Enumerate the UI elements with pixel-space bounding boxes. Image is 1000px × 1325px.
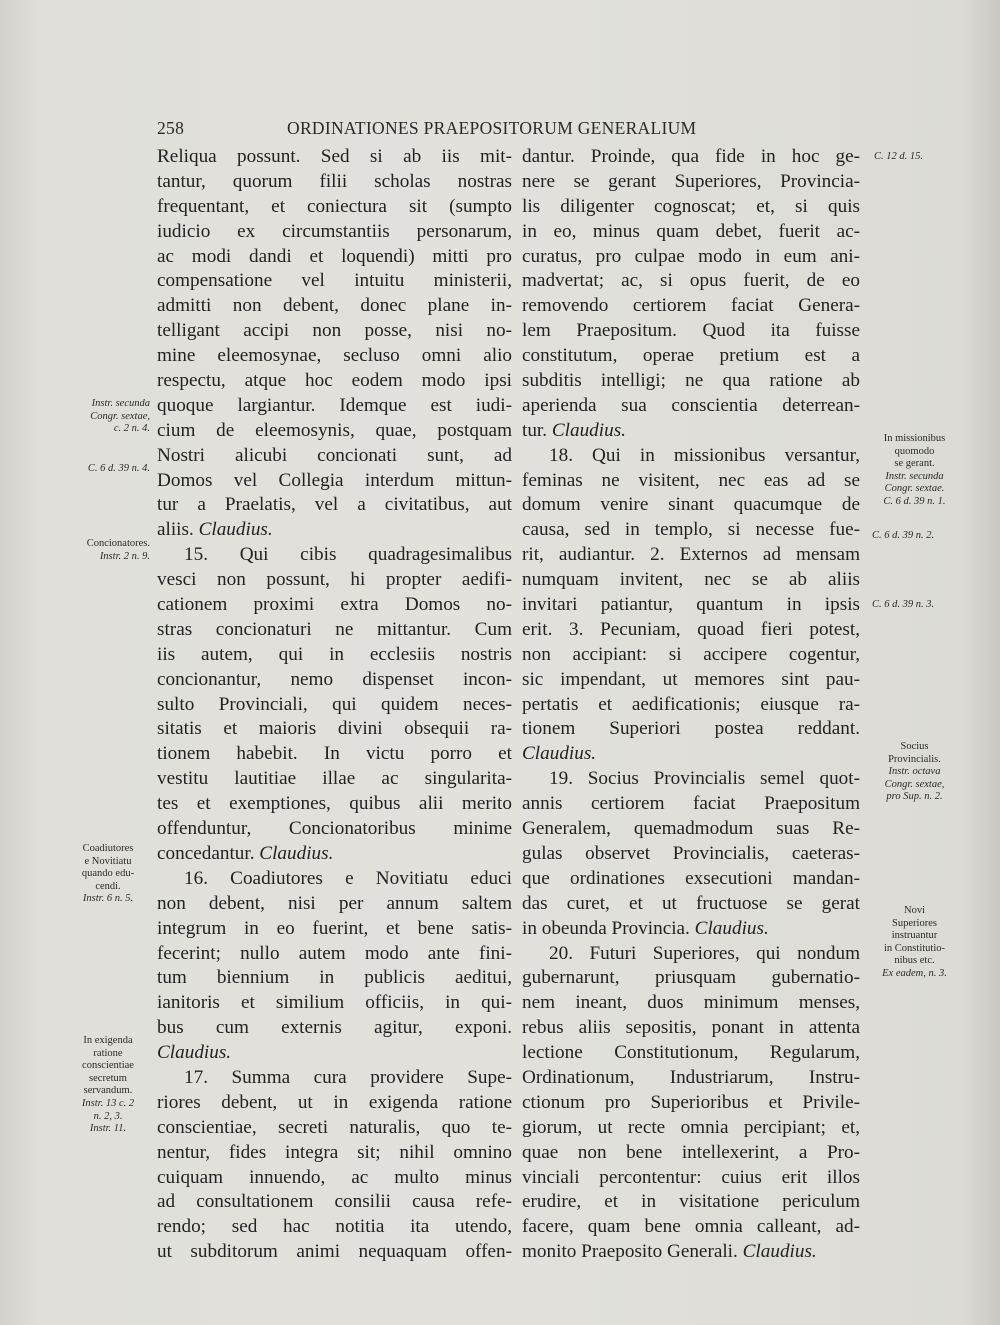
margin-note-line: instruantur <box>891 930 938 942</box>
text-line: facere, quam bene omnia calleant, ad- <box>522 1216 860 1238</box>
margin-note-line: conscientiae <box>82 1060 134 1072</box>
text-line: vesci non possunt, hi propter aedifi- <box>157 569 512 591</box>
margin-note-line: Congr. sextae, <box>884 778 945 790</box>
text-line: rendo; sed hac notitia ita utendo, <box>157 1216 512 1238</box>
text-line: cuiquam innuendo, ac multo minus <box>157 1166 512 1188</box>
margin-note-line: Coadiutores <box>82 843 134 854</box>
text-line: bus cum externis agitur, exponi. <box>157 1017 512 1039</box>
text-line: madvertat; ac, si opus fuerit, de eo <box>522 270 860 292</box>
text-line: 18. Qui in missionibus versantur, <box>549 444 860 466</box>
margin-note-line: C. 6 d. 39 n. 2. <box>872 530 935 541</box>
page-number: 258 <box>157 118 185 138</box>
text-line: numquam invitent, nec se ab aliis <box>522 569 860 591</box>
margin-note-line: Ex eadem, n. 3. <box>882 967 947 979</box>
text-line: pertatis et aedificationis; eiusque ra- <box>522 693 860 715</box>
margin-note <box>872 530 934 543</box>
text-line: tes et exemptiones, quibus alii merito <box>157 793 512 815</box>
text-line: nem ineant, duos minimum menses, <box>522 992 860 1014</box>
margin-note <box>862 741 967 804</box>
text-line: tionem habebit. In victu porro et <box>157 743 512 765</box>
text-line: Ordinationum, Industriarum, Instru- <box>522 1066 860 1088</box>
text-line: integrum in eo fuerint, et bene satis- <box>157 917 512 939</box>
text-line: tur. Claudius. <box>522 419 626 441</box>
text-line: stras concionaturi ne mittantur. Cum <box>157 618 512 640</box>
margin-note-line: nibus etc. <box>894 955 935 967</box>
text-line: non debent, nisi per annum saltem <box>157 892 512 914</box>
text-line: tionem Superiori postea reddant. <box>522 718 860 740</box>
text-line: frequentant, et coniectura sit (sumpto <box>157 195 512 217</box>
margin-note-line: Instr. secunda <box>91 398 150 409</box>
margin-note-line: C. 6 d. 39 n. 1. <box>883 495 946 507</box>
margin-note <box>90 398 150 436</box>
margin-note-line: in Constitutio- <box>884 942 945 954</box>
text-line: Reliqua possunt. Sed si ab iis mit- <box>157 146 512 167</box>
margin-note-line: Instr. 2 n. 9. <box>99 550 150 562</box>
text-line: constitutum, operae pretium est a <box>522 345 860 367</box>
margin-note-line: Instr. secunda <box>885 470 944 482</box>
text-line: tum biennium in publicis aeditui, <box>157 967 512 989</box>
text-line: quae non bene intellexerint, a Pro- <box>522 1141 860 1163</box>
margin-note <box>60 843 156 906</box>
text-line: domum venire sinant quacumque de <box>522 494 860 516</box>
text-line: vestitu lautitiae illae ac singularita- <box>157 768 512 790</box>
text-line: nentur, fides integra sit; nihil omnino <box>157 1141 512 1163</box>
text-line: vinciali percontentur: cuius erit illos <box>522 1166 860 1188</box>
text-line: que ordinationes exsecutioni mandan- <box>522 867 860 889</box>
text-line: causa, sed in templo, si necesse fue- <box>522 519 860 541</box>
text-line: ut subditorum animi nequaquam offen- <box>157 1241 512 1263</box>
text-line: removendo certiorem faciat Genera- <box>522 295 860 317</box>
text-line: subditis intelligi; ne qua ratione ab <box>522 370 860 392</box>
margin-note-line: Socius <box>900 741 929 752</box>
text-line: 15. Qui cibis quadragesimalibus <box>184 544 512 566</box>
text-line: gubernarunt, priusquam gubernatio- <box>522 967 860 989</box>
margin-note-line: In missionibus <box>883 433 946 444</box>
margin-note-line: se gerant. <box>894 458 935 470</box>
margin-note <box>862 433 967 509</box>
text-line: admitti non debent, donec plane in- <box>157 295 512 317</box>
text-line: Nostri alicubi concionati sunt, ad <box>157 444 512 466</box>
text-line: iudicio ex circumstantiis personarum, <box>157 220 512 242</box>
text-line: annis certiorem faciat Praepositum <box>522 793 860 815</box>
text-line: Generalem, quemadmodum suas Re- <box>522 818 860 840</box>
margin-note-line: c. 2 n. 4. <box>113 423 150 435</box>
text-line: sulto Provinciali, qui quidem neces- <box>157 693 512 715</box>
margin-note-line: Congr. sextae, <box>90 410 150 422</box>
margin-note-line: Novi <box>904 905 925 916</box>
margin-note-line: Congr. sextae. <box>884 483 945 495</box>
margin-note-line: Superiores <box>892 917 937 929</box>
text-line: non accipiant: si accipere cogentur, <box>522 643 860 665</box>
text-line: dantur. Proinde, qua fide in hoc ge- <box>522 146 860 167</box>
margin-note-line: pro Sup. n. 2. <box>886 791 943 803</box>
margin-note <box>60 1035 156 1136</box>
text-line: conscientiae, secreti naturalis, quo te- <box>157 1116 512 1138</box>
text-line: aliis. Claudius. <box>157 519 273 541</box>
margin-note <box>88 463 150 476</box>
margin-note-line: ratione <box>93 1047 123 1059</box>
margin-note <box>87 538 150 563</box>
text-line: iis autem, qui in ecclesiis nostris <box>157 643 512 665</box>
text-line: in eo, minus quam debet, fuerit ac- <box>522 220 860 242</box>
text-line: Claudius. <box>157 1042 232 1064</box>
margin-note-line: C. 6 d. 39 n. 3. <box>872 599 935 610</box>
margin-note <box>872 599 934 612</box>
running-title: ORDINATIONES PRAEPOSITORUM GENERALIUM <box>287 118 697 138</box>
text-line: fecerint; nullo autem modo ante fini- <box>157 942 512 964</box>
text-line: tur a Praelatis, vel a civitatibus, aut <box>157 494 512 516</box>
margin-note-line: In exigenda <box>83 1035 133 1046</box>
text-line: Domos vel Collegia interdum mittun- <box>157 469 512 491</box>
text-line: mine eleemosynae, secluso omni alio <box>157 345 512 367</box>
text-line: ctionum pro Superioribus et Privile- <box>522 1091 860 1113</box>
text-line: erit. 3. Pecuniam, quoad fieri potest, <box>522 618 860 640</box>
margin-note <box>874 151 923 164</box>
text-line: sic impendant, ut memores sint pau- <box>522 668 860 690</box>
text-line: riores debent, ut in exigenda ratione <box>157 1091 512 1113</box>
margin-note-line: cendi. <box>95 880 121 892</box>
margin-note-line: Instr. 13 c. 2 <box>81 1097 135 1109</box>
text-line: in obeunda Provincia. Claudius. <box>522 917 769 939</box>
margin-note-line: n. 2, 3. <box>93 1110 123 1122</box>
text-line: gulas observet Provincialis, caeteras- <box>522 842 860 864</box>
text-line: 20. Futuri Superiores, qui nondum <box>549 942 860 964</box>
text-line: ianitoris et similium officiis, in qui- <box>157 992 512 1014</box>
margin-note-line: quando edu- <box>81 868 135 880</box>
text-line: ac modi dandi et loquendi) mitti pro <box>157 245 512 267</box>
text-line: giorum, ut recte omnia percipiant; et, <box>522 1116 860 1138</box>
text-line: das curet, et ut fructuose se gerat <box>522 892 860 914</box>
text-line: sitatis et maioris divini obsequii ra- <box>157 718 512 740</box>
margin-note-line: secretum <box>89 1072 127 1084</box>
text-line: concionantur, nemo dispenset incon- <box>157 668 512 690</box>
text-line: rebus aliis sepositis, ponant in attenta <box>522 1017 860 1039</box>
text-line: compensatione vel intuitu ministerii, <box>157 270 512 292</box>
text-line: respectu, atque hoc eodem modo ipsi <box>157 370 512 392</box>
margin-note-line: Instr. 11. <box>89 1123 127 1135</box>
text-line: rit, audiantur. 2. Externos ad mensam <box>522 544 860 566</box>
text-line: 17. Summa cura providere Supe- <box>184 1066 512 1088</box>
margin-note-line: quomodo <box>894 445 935 457</box>
right-text-column <box>522 145 860 1265</box>
margin-note-line: Provincialis. <box>888 753 941 765</box>
text-line: aperienda sua conscientia deterrean- <box>522 394 860 416</box>
text-line: lectione Constitutionum, Regularum, <box>522 1042 860 1064</box>
margin-note-line: Instr. octava <box>888 766 941 778</box>
margin-note-line: e Novitiatu <box>84 855 132 867</box>
text-line: curatus, pro culpae modo in eum ani- <box>522 245 860 267</box>
text-line: telligant accipi non posse, nisi no- <box>157 320 512 342</box>
margin-note-line: Concionatores. <box>86 538 150 549</box>
margin-note <box>862 905 967 981</box>
margin-note-line: C. 12 d. 15. <box>874 151 924 162</box>
text-line: ad consultationem consilii causa refe- <box>157 1191 512 1213</box>
text-line: invitari patiantur, quantum in ipsis <box>522 594 860 616</box>
text-line: tantur, quorum filii scholas nostras <box>157 170 512 192</box>
left-text-column <box>157 145 512 1265</box>
text-line: concedantur. Claudius. <box>157 842 334 864</box>
text-line: feminas ne visitent, nec eas ad se <box>522 469 860 491</box>
text-line: offenduntur, Concionatoribus minime <box>157 818 512 840</box>
text-line: cationem proximi extra Domos no- <box>157 594 512 616</box>
margin-note-line: C. 6 d. 39 n. 4. <box>87 463 150 474</box>
text-line: monito Praeposito Generali. Claudius. <box>522 1241 817 1263</box>
text-line: 19. Socius Provincialis semel quot- <box>549 768 860 790</box>
margin-note-line: servandum. <box>83 1085 133 1097</box>
text-line: quoque largiantur. Idemque est iudi- <box>157 394 512 416</box>
text-line: cium de eleemosynis, quae, postquam <box>157 419 512 441</box>
text-line: nere se gerant Superiores, Provincia- <box>522 170 860 192</box>
text-line: 16. Coadiutores e Novitiatu educi <box>184 867 512 889</box>
text-line: lis diligenter cognoscat; et, si quis <box>522 195 860 217</box>
text-line: erudire, et in visitatione periculum <box>522 1191 860 1213</box>
text-line: Claudius. <box>522 743 597 765</box>
margin-note-line: Instr. 6 n. 5. <box>82 893 134 905</box>
text-line: lem Praepositum. Quod ita fuisse <box>522 320 860 342</box>
